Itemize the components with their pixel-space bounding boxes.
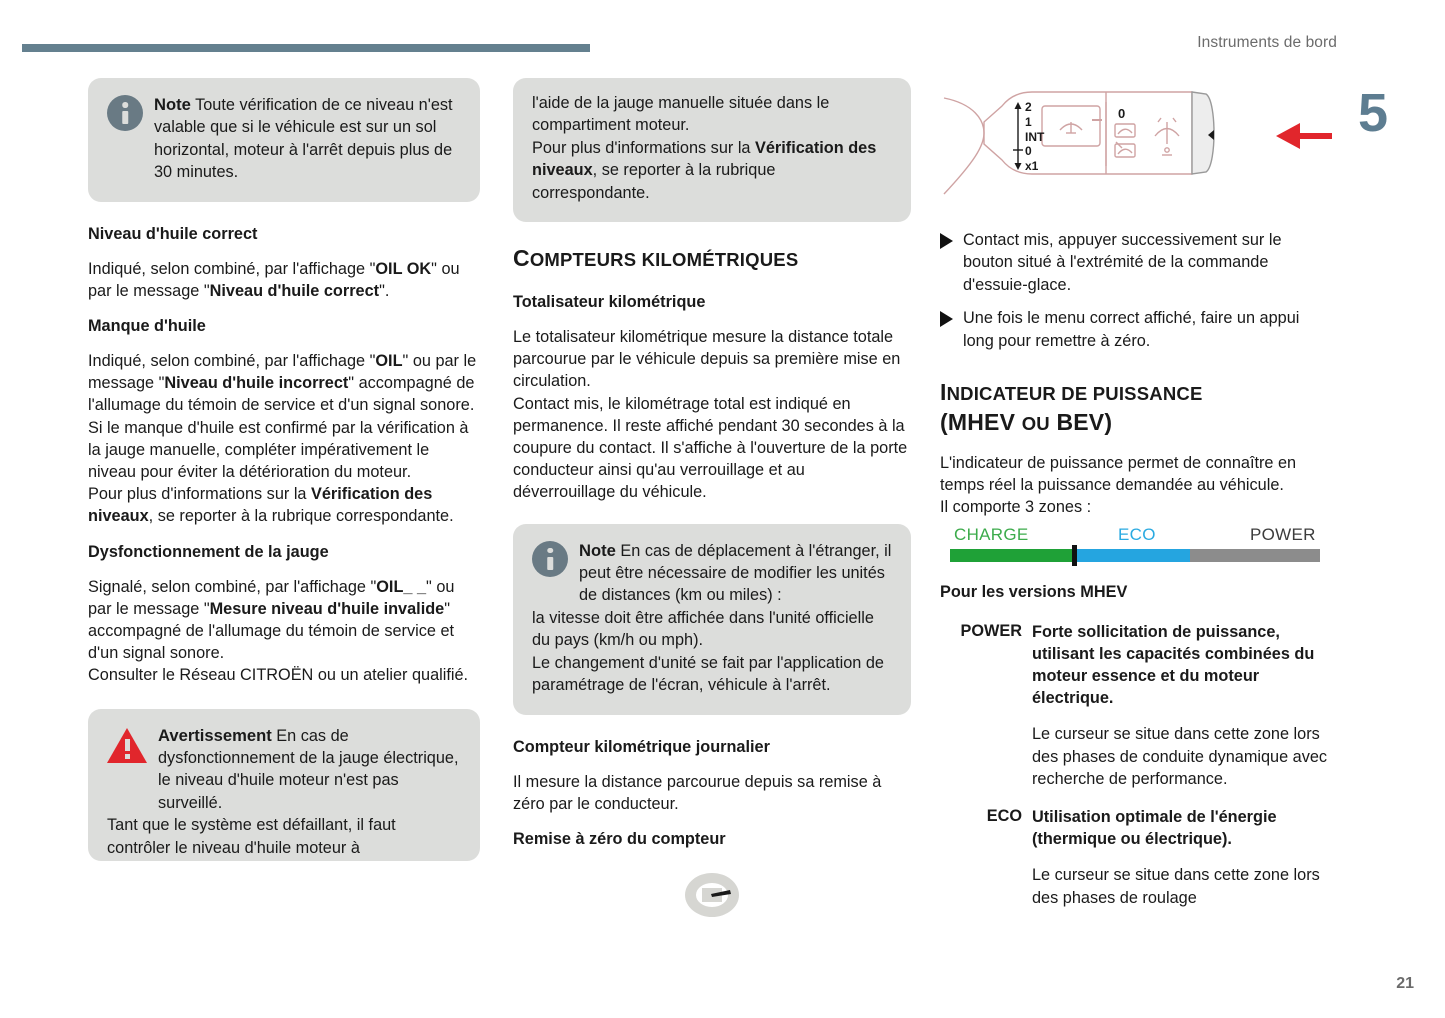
svg-text:x1: x1 (1025, 159, 1039, 173)
info-icon (107, 95, 143, 131)
text-run: " accompagné de l'allumage du témoin de service et d'un signal sonore. (88, 374, 475, 415)
warning-callout (88, 709, 480, 861)
definition-description (1032, 806, 1332, 909)
definition-row-eco (940, 806, 1332, 909)
heading-dysfonctionnement: Dysfonctionnement de la jauge (88, 542, 329, 561)
page-number: 21 (1396, 975, 1414, 992)
triangle-bullet-icon (940, 233, 953, 249)
note-text-3: Le changement d'unité se fait par l'application de paramétrage de l'écran, véhicule à l'arrêt. (532, 653, 884, 695)
section-heading-compteurs (513, 244, 911, 274)
heading-journalier: Compteur kilométrique journalier (513, 737, 770, 756)
definition-plain-text: Le curseur se situe dans cette zone lors des phases de conduite dynamique avec recherche de performance. (1032, 725, 1328, 788)
text-run-bold: OIL (375, 352, 403, 371)
gauge-labels (940, 525, 1320, 549)
svg-text:0: 0 (1118, 106, 1126, 121)
definition-plain-text: Le curseur se situe dans cette zone lors des phases de roulage (1032, 866, 1320, 907)
text-run: Pour plus d'informations sur la (88, 485, 312, 504)
text-run: BEV) (1049, 409, 1113, 436)
note-label: Note (154, 95, 191, 114)
text-run: (MHEV (940, 409, 1022, 436)
note-text-2: la vitesse doit être affichée dans l'unité officielle du pays (km/h ou mph). (532, 608, 874, 650)
text-run: , se reporter à la rubrique correspondante. (148, 507, 454, 526)
column-2 (513, 78, 911, 920)
note-callout-2 (513, 524, 911, 715)
steering-wheel-icon (682, 870, 742, 920)
text-run: , se reporter à la rubrique correspondante. (532, 161, 776, 202)
heading-oil-ok: Niveau d'huile correct (88, 224, 258, 243)
paragraph-manque-2: Si le manque d'huile est confirmé par la vérification à la jauge manuelle, compléter impérativement le niveau pour éviter la détérioration du moteur. (88, 418, 469, 482)
bullet-text: Contact mis, appuyer successivement sur le bouton situé à l'extrémité de la commande d'essuie-glace. (963, 231, 1282, 294)
warning-text-2: Tant que le système est défaillant, il faut contrôler le niveau d'huile moteur à (107, 816, 396, 857)
paragraph-manque-1 (88, 350, 480, 417)
bullet-item (940, 229, 1332, 296)
chapter-marker: 5 (1358, 83, 1389, 143)
definition-strong-text: Forte sollicitation de puissance, utilisant les capacités combinées du moteur essence et du moteur électrique. (1032, 622, 1315, 708)
text-run-bold: OIL_ _ (376, 577, 427, 596)
triangle-bullet-icon (940, 311, 953, 327)
text-run: Pour plus d'informations sur la (532, 138, 756, 157)
page-title: Instruments de bord (1197, 34, 1337, 51)
paragraph-indicateur-intro: L'indicateur de puissance permet de connaître en temps réel la puissance demandée au véhicule. (940, 454, 1297, 495)
note-text: Toute vérification de ce niveau n'est valable que si le véhicule est sur un sol horizontal, moteur à l'arrêt depuis plus de 30 minutes. (154, 96, 453, 182)
wiper-stalk-illustration (940, 78, 1332, 213)
text-run-bold: Mesure niveau d'huile invalide (209, 599, 445, 618)
note-callout-continued (513, 78, 911, 222)
text-run: " ou par le message " (88, 577, 455, 618)
gauge-bar (950, 549, 1320, 562)
column-3 (940, 78, 1332, 925)
text-run: I (940, 379, 947, 406)
warning-text: En cas de dysfonctionnement de la jauge électrique, le niveau d'huile moteur n'est pas surveillé. (158, 726, 459, 812)
text-run: Indiqué, selon combiné, par l'affichage " (88, 259, 376, 278)
definition-row-power (940, 621, 1332, 790)
paragraph-oil-ok (88, 258, 480, 302)
text-run: OMPTEURS KILOMÉTRIQUES (529, 249, 799, 271)
paragraph-dys-1 (88, 576, 480, 665)
warning-label: Avertissement (158, 725, 272, 745)
svg-text:0: 0 (1025, 144, 1032, 158)
power-indicator-gauge (940, 525, 1320, 562)
text-run: C (513, 245, 530, 272)
text-run-bold: Niveau d'huile correct (209, 281, 380, 300)
text-run: NDICATEUR DE PUISSANCE (946, 383, 1203, 405)
gauge-label-charge: CHARGE (954, 524, 1029, 544)
definition-strong-text: Utilisation optimale de l'énergie (thermique ou électrique). (1032, 808, 1277, 849)
warning-triangle-icon (107, 728, 147, 763)
gauge-label-power: POWER (1250, 524, 1316, 544)
text-run: Indiqué, selon combiné, par l'affichage " (88, 352, 376, 371)
paragraph-dys-2: Consulter le Réseau CITROËN ou un atelier qualifié. (88, 666, 469, 685)
text-run: Signalé, selon combiné, par l'affichage " (88, 577, 377, 596)
gauge-segment-charge (950, 549, 1073, 562)
column-1 (88, 78, 480, 883)
note-label: Note (579, 540, 616, 560)
svg-text:INT: INT (1025, 130, 1045, 144)
definition-term: POWER (960, 621, 1022, 640)
bullet-text: Une fois le menu correct affiché, faire un appui long pour remettre à zéro. (963, 309, 1300, 350)
note-continued-text: l'aide de la jauge manuelle située dans le compartiment moteur. (532, 94, 830, 135)
text-run-bold: Niveau d'huile incorrect (164, 374, 349, 393)
text-run: " ou par le message " (88, 259, 460, 300)
paragraph-journalier: Il mesure la distance parcourue depuis sa remise à zéro par le conducteur. (513, 772, 882, 813)
note-continued-text-2 (532, 137, 892, 204)
text-run-bold: Vérification des niveaux (88, 485, 433, 526)
text-run: " accompagné de l'allumage du témoin de service et d'un signal sonore. (88, 599, 455, 663)
note-callout-1 (88, 78, 480, 202)
info-icon (532, 541, 568, 577)
heading-totalisateur: Totalisateur kilométrique (513, 293, 706, 312)
text-run: " ou par le message " (88, 352, 477, 393)
gauge-segment-eco (1073, 549, 1191, 562)
svg-text:1: 1 (1025, 115, 1032, 129)
text-run: ". (379, 281, 390, 300)
text-run: OU (1021, 413, 1050, 435)
svg-text:2: 2 (1025, 100, 1032, 114)
heading-remise-a-zero: Remise à zéro du compteur (513, 829, 726, 848)
gauge-label-eco: ECO (1118, 524, 1156, 544)
paragraph-totalisateur-2: Contact mis, le kilométrage total est indiqué en permanence. Il reste affiché pendant 30 secondes à la coupure du contact. Il s'affiche à l'ouverture de la porte conducteur ainsi qu'au verrouillage et au déverrouillage du véhicule. (513, 394, 908, 502)
paragraph-totalisateur-1: Le totalisateur kilométrique mesure la distance totale parcourue par le véhicule depuis sa première mise en circulation. (513, 328, 901, 391)
note-text: En cas de déplacement à l'étranger, il peut être nécessaire de modifier les unités de distances (km ou miles) : (579, 541, 892, 605)
text-run-bold: Vérification des niveaux (532, 138, 877, 180)
bullet-item (940, 307, 1332, 352)
steering-wheel-figure (513, 850, 911, 920)
red-arrow-left-icon (1276, 123, 1332, 149)
gauge-segment-power (1190, 549, 1320, 562)
text-run-bold: OIL OK (375, 259, 432, 278)
heading-versions-mhev: Pour les versions MHEV (940, 582, 1128, 601)
paragraph-manque-3 (88, 483, 480, 527)
paragraph-indicateur-zones: Il comporte 3 zones : (940, 498, 1092, 517)
gauge-cursor (1072, 545, 1077, 566)
header-rule (22, 44, 590, 52)
section-heading-indicateur-puissance (940, 378, 1332, 438)
definition-description (1032, 621, 1332, 790)
heading-manque-huile: Manque d'huile (88, 317, 206, 336)
definition-term: ECO (986, 807, 1022, 826)
